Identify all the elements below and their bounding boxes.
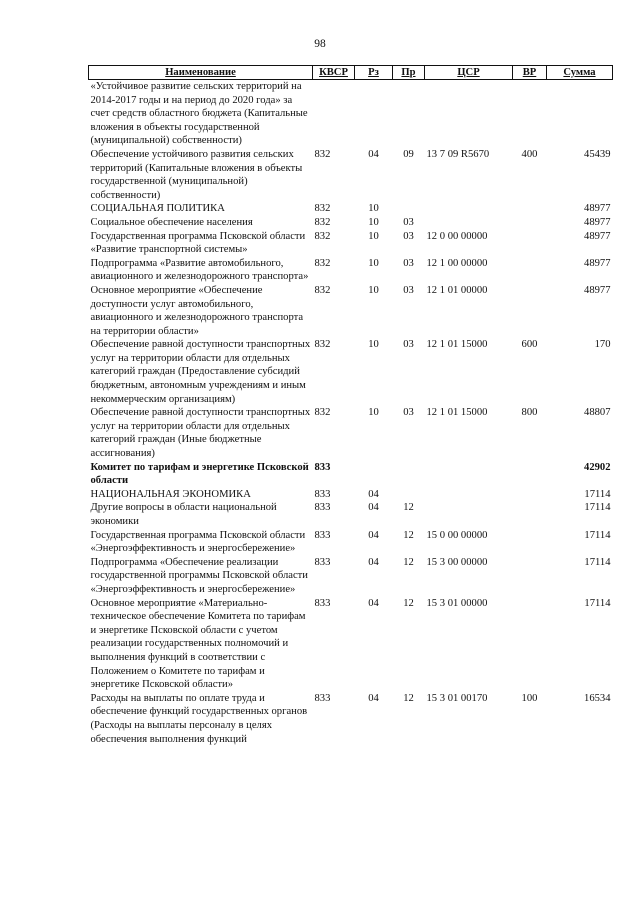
table-row — [89, 230, 613, 257]
cell-rz — [355, 80, 393, 148]
cell-rz: 04 — [368, 597, 379, 609]
cell-pr — [393, 461, 425, 488]
table-row — [89, 488, 613, 502]
cell-vr — [513, 556, 547, 597]
table-row — [89, 148, 613, 202]
cell-kvsr: 832 — [314, 339, 331, 351]
cell-vr — [513, 501, 547, 528]
cell-vr — [513, 284, 547, 338]
cell-csr — [425, 202, 513, 216]
cell-sum: 17114 — [584, 488, 611, 500]
cell-pr: 03 — [403, 407, 414, 419]
cell-vr: 800 — [521, 407, 538, 419]
cell-sum: 17114 — [584, 556, 611, 568]
cell-csr: 13 7 09 R5670 — [426, 148, 490, 160]
cell-csr — [425, 216, 513, 230]
cell-rz — [355, 461, 393, 488]
table-row — [89, 202, 613, 216]
table-row — [89, 461, 613, 488]
cell-pr: 03 — [403, 257, 414, 269]
header-rz: Рз — [355, 66, 393, 80]
cell-name: Комитет по тарифам и энергетике Псковской области — [90, 461, 309, 487]
table-row — [89, 529, 613, 556]
cell-kvsr: 832 — [314, 257, 331, 269]
cell-pr: 12 — [403, 529, 414, 541]
cell-name: Расходы на выплаты по оплате труда и обеспечение функций государственных органов (Расходы на выплаты персоналу в целях обеспечения выполнения функций — [90, 692, 308, 745]
cell-kvsr: 833 — [314, 461, 331, 473]
cell-rz: 10 — [368, 203, 379, 215]
cell-vr — [513, 529, 547, 556]
cell-pr: 03 — [403, 339, 414, 351]
cell-name: СОЦИАЛЬНАЯ ПОЛИТИКА — [90, 203, 225, 215]
cell-kvsr: 832 — [314, 284, 331, 296]
cell-pr: 12 — [403, 556, 414, 568]
cell-vr — [513, 230, 547, 257]
cell-sum: 48977 — [584, 284, 611, 296]
table-row — [89, 284, 613, 338]
cell-sum: 17114 — [584, 529, 611, 541]
table-header-row — [89, 66, 613, 80]
cell-csr — [425, 488, 513, 502]
cell-name: Основное мероприятие «Материально-техническое обеспечение Комитета по тарифам и энергетике Псковской области с учетом реализации государственных полномочий и выполнения функций в соответствии с Положением о Комитете по тарифам и энергетике Псковской области» — [90, 597, 306, 691]
cell-vr — [513, 202, 547, 216]
cell-kvsr — [313, 80, 355, 148]
cell-vr — [513, 216, 547, 230]
table-row — [89, 257, 613, 284]
header-csr: ЦСР — [425, 66, 513, 80]
cell-pr — [393, 488, 425, 502]
cell-csr: 12 0 00 00000 — [426, 230, 488, 242]
cell-kvsr: 833 — [314, 556, 331, 568]
cell-csr — [425, 80, 513, 148]
cell-kvsr: 833 — [314, 597, 331, 609]
cell-name: Обеспечение равной доступности транспортных услуг на территории области для отдельных категорий граждан (Предоставление субсидий бюджетным, автономным учреждениям и иным некоммерческим организациям) — [90, 339, 311, 405]
cell-rz: 04 — [368, 556, 379, 568]
cell-name: Обеспечение устойчивого развития сельских территорий (Капитальные вложения в объекты государственной (муниципальной) собственности) — [90, 148, 303, 201]
header-sum: Сумма — [547, 66, 613, 80]
cell-pr: 12 — [403, 597, 414, 609]
page-number: 98 — [314, 38, 326, 50]
cell-pr: 12 — [403, 502, 414, 514]
cell-kvsr: 833 — [314, 692, 331, 704]
cell-sum: 48977 — [584, 216, 611, 228]
cell-vr — [513, 597, 547, 692]
cell-name: Подпрограмма «Обеспечение реализации государственной программы Псковской области «Энергоэффективность и энергосбережение» — [90, 556, 308, 595]
cell-rz: 04 — [368, 692, 379, 704]
table-row — [89, 597, 613, 692]
cell-kvsr: 832 — [314, 216, 331, 228]
cell-sum: 16534 — [584, 692, 611, 704]
cell-csr — [425, 461, 513, 488]
cell-name: Другие вопросы в области национальной экономики — [90, 502, 277, 527]
header-pr: Пр — [393, 66, 425, 80]
cell-vr — [513, 80, 547, 148]
cell-csr: 12 1 01 15000 — [426, 407, 488, 419]
cell-sum: 45439 — [584, 148, 611, 160]
cell-kvsr: 833 — [314, 529, 331, 541]
cell-sum — [547, 80, 613, 148]
table-row — [89, 556, 613, 597]
cell-name: Государственная программа Псковской области «Энергоэффективность и энергосбережение» — [90, 529, 306, 555]
header-name: Наименование — [89, 66, 313, 80]
cell-rz: 04 — [368, 488, 379, 500]
cell-rz: 10 — [368, 407, 379, 419]
cell-pr: 09 — [403, 148, 414, 160]
table-row — [89, 80, 613, 148]
cell-sum: 48977 — [584, 257, 611, 269]
cell-csr: 12 1 01 00000 — [426, 284, 488, 296]
cell-vr: 400 — [521, 148, 538, 160]
cell-vr: 600 — [521, 339, 538, 351]
table-row — [89, 692, 613, 746]
cell-csr: 12 1 01 15000 — [426, 339, 488, 351]
table-row — [89, 406, 613, 460]
cell-sum: 42902 — [584, 461, 611, 473]
cell-csr: 15 0 00 00000 — [426, 529, 488, 541]
cell-pr: 12 — [403, 692, 414, 704]
header-kvsr: КВСР — [313, 66, 355, 80]
cell-kvsr: 832 — [314, 407, 331, 419]
cell-csr: 15 3 00 00000 — [426, 556, 488, 568]
cell-sum: 170 — [594, 339, 611, 351]
table-row — [89, 501, 613, 528]
cell-kvsr: 832 — [314, 148, 331, 160]
cell-rz: 10 — [368, 284, 379, 296]
cell-csr: 12 1 00 00000 — [426, 257, 488, 269]
cell-pr: 03 — [403, 216, 414, 228]
cell-pr — [393, 202, 425, 216]
cell-rz: 04 — [368, 529, 379, 541]
cell-vr — [513, 257, 547, 284]
table-row — [89, 338, 613, 406]
cell-name: «Устойчивое развитие сельских территорий на 2014-2017 годы и на период до 2020 года» за счет средств областного бюджета (Капитальные вложения в объекты государственной (муниципальной) собственности) — [90, 81, 308, 147]
cell-sum: 48807 — [584, 407, 611, 419]
cell-rz: 10 — [368, 257, 379, 269]
cell-csr: 15 3 01 00170 — [426, 692, 488, 704]
budget-table — [88, 65, 613, 746]
cell-kvsr: 833 — [314, 502, 331, 514]
cell-csr: 15 3 01 00000 — [426, 597, 488, 609]
cell-name: Государственная программа Псковской области «Развитие транспортной системы» — [90, 230, 306, 256]
cell-sum: 17114 — [584, 597, 611, 609]
cell-sum: 17114 — [584, 502, 611, 514]
cell-rz: 10 — [368, 216, 379, 228]
cell-kvsr: 832 — [314, 203, 331, 215]
cell-kvsr: 832 — [314, 230, 331, 242]
cell-name: НАЦИОНАЛЬНАЯ ЭКОНОМИКА — [90, 488, 251, 500]
cell-vr: 100 — [521, 692, 538, 704]
cell-pr — [393, 80, 425, 148]
cell-sum: 48977 — [584, 230, 611, 242]
cell-rz: 10 — [368, 339, 379, 351]
table-row — [89, 216, 613, 230]
cell-name: Обеспечение равной доступности транспортных услуг на территории области для отдельных категорий граждан (Иные бюджетные ассигнования) — [90, 407, 311, 460]
cell-rz: 04 — [368, 502, 379, 514]
cell-csr — [425, 501, 513, 528]
cell-pr: 03 — [403, 230, 414, 242]
cell-pr: 03 — [403, 284, 414, 296]
cell-name: Основное мероприятие «Обеспечение доступности услуг автомобильного, авиационного и железнодорожного транспорта на территории области» — [90, 284, 304, 337]
table-body — [89, 80, 613, 747]
cell-kvsr: 833 — [314, 488, 331, 500]
cell-name: Подпрограмма «Развитие автомобильного, авиационного и железнодорожного транспорта» — [90, 257, 309, 283]
cell-rz: 04 — [368, 148, 379, 160]
header-vr: ВР — [513, 66, 547, 80]
cell-rz: 10 — [368, 230, 379, 242]
cell-sum: 48977 — [584, 203, 611, 215]
cell-vr — [513, 461, 547, 488]
cell-vr — [513, 488, 547, 502]
cell-name: Социальное обеспечение населения — [90, 216, 253, 228]
